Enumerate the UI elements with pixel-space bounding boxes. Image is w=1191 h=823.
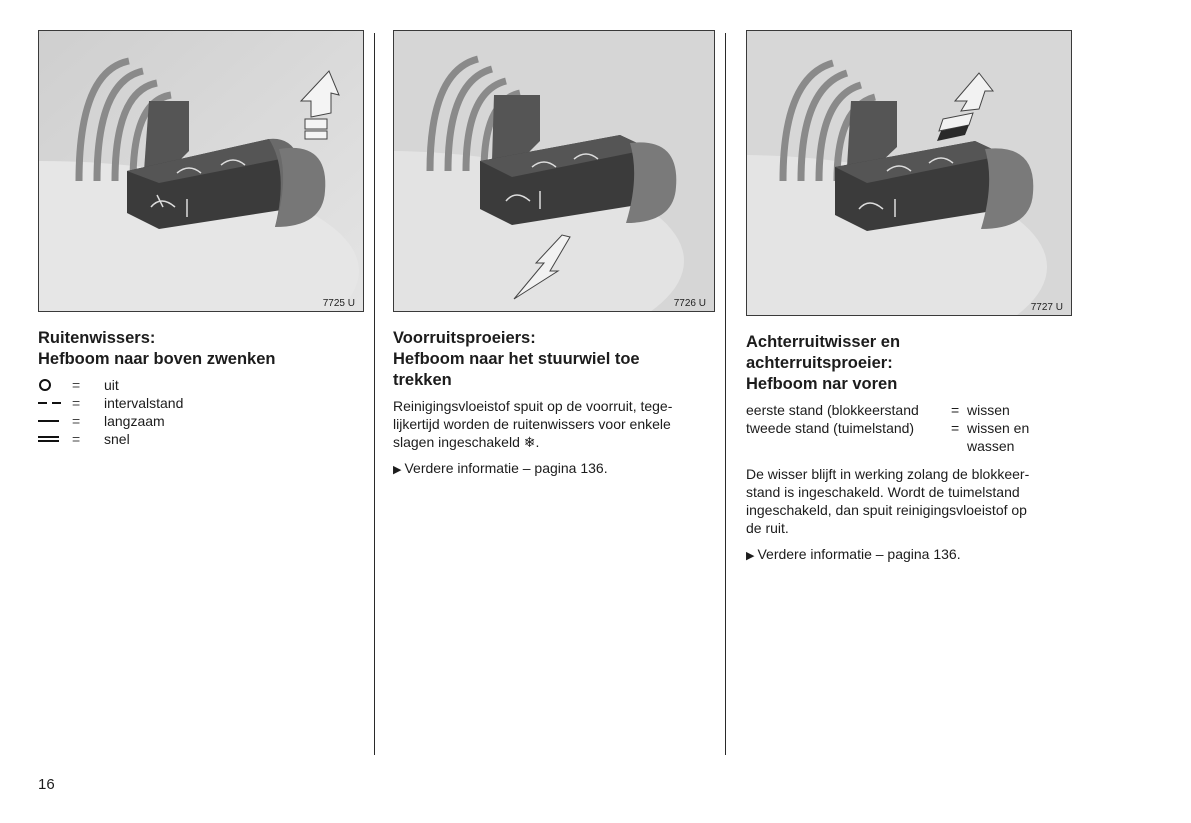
body-line: De wisser blijft in werking zolang de blokkeer-	[746, 466, 1030, 482]
figure-number: 7725 U	[322, 298, 355, 309]
column-rear-wiper	[746, 30, 1072, 565]
switch-positions-legend	[38, 376, 364, 448]
legend-row	[38, 412, 364, 430]
legend-text: langzaam	[104, 413, 165, 429]
figure-lever-pull	[393, 30, 715, 312]
column-wipers	[38, 30, 364, 448]
equals-sign: =	[951, 402, 960, 418]
circle-icon	[39, 379, 51, 391]
position-function: wissen	[967, 402, 1010, 418]
lever-positions-table	[746, 401, 1072, 455]
legend-text: intervalstand	[104, 395, 184, 411]
position-row	[746, 401, 1072, 419]
body-line: slagen ingeschakeld ❄.	[393, 434, 540, 450]
page-number: 16	[38, 776, 55, 793]
column-divider	[725, 33, 726, 755]
position-label: tweede stand (tuimelstand)	[746, 420, 915, 436]
position-row	[746, 437, 1072, 455]
equals-sign: =	[72, 413, 81, 429]
column-divider	[374, 33, 375, 755]
legend-text: uit	[104, 377, 119, 393]
body-paragraph	[746, 465, 1072, 537]
section-heading	[746, 332, 1072, 395]
figure-lever-up	[38, 30, 364, 312]
rear-wiper-lever-illustration	[747, 31, 1071, 315]
triangle-right-icon: ▶	[393, 464, 402, 476]
body-paragraph	[393, 397, 715, 451]
legend-row	[38, 430, 364, 448]
heading-line: achterruitsproeier:	[746, 354, 893, 372]
figure-lever-forward	[746, 30, 1072, 316]
figure-number: 7726 U	[673, 298, 706, 309]
single-line-icon	[38, 420, 59, 422]
more-info-text: Verdere informatie – pagina 136.	[757, 546, 961, 562]
more-info-text: Verdere informatie – pagina 136.	[404, 460, 608, 476]
heading-line: trekken	[393, 371, 452, 389]
section-heading	[38, 328, 364, 370]
more-info-link[interactable]	[746, 545, 1072, 565]
body-line: de ruit.	[746, 520, 789, 536]
equals-sign	[951, 437, 967, 455]
body-line: lijkertijd worden de ruitenwissers voor enkele	[393, 416, 671, 432]
column-front-washer	[393, 30, 715, 479]
double-line-icon	[38, 436, 59, 442]
legend-row	[38, 394, 364, 412]
washer-lever-illustration	[394, 31, 714, 311]
heading-line: Hefboom nar voren	[746, 375, 898, 393]
equals-sign: =	[72, 431, 81, 447]
body-line: Reinigingsvloeistof spuit op de voorruit, tege-	[393, 398, 673, 414]
heading-line: Achterruitwisser en	[746, 333, 901, 351]
position-label: eerste stand (blokkeerstand	[746, 402, 919, 418]
triangle-right-icon: ▶	[746, 550, 755, 562]
heading-line: Voorruitsproeiers:	[393, 329, 536, 347]
position-label	[746, 437, 951, 455]
equals-sign: =	[951, 420, 960, 436]
legend-row	[38, 376, 364, 394]
heading-line: Hefboom naar boven zwenken	[38, 350, 276, 368]
position-function: wassen	[967, 438, 1015, 454]
position-function: wissen en	[967, 420, 1030, 436]
legend-text: snel	[104, 431, 130, 447]
heading-line: Hefboom naar het stuurwiel toe	[393, 350, 640, 368]
heading-line: Ruitenwissers:	[38, 329, 156, 347]
dashed-line-icon	[38, 402, 61, 404]
equals-sign: =	[72, 395, 81, 411]
more-info-link[interactable]	[393, 459, 715, 479]
figure-number: 7727 U	[1030, 302, 1063, 313]
body-line: ingeschakeld, dan spuit reinigingsvloeistof op	[746, 502, 1027, 518]
body-line: stand is ingeschakeld. Wordt de tuimelstand	[746, 484, 1020, 500]
section-heading	[393, 328, 715, 391]
wiper-lever-illustration	[39, 31, 363, 311]
equals-sign: =	[72, 377, 81, 393]
position-row	[746, 419, 1072, 437]
